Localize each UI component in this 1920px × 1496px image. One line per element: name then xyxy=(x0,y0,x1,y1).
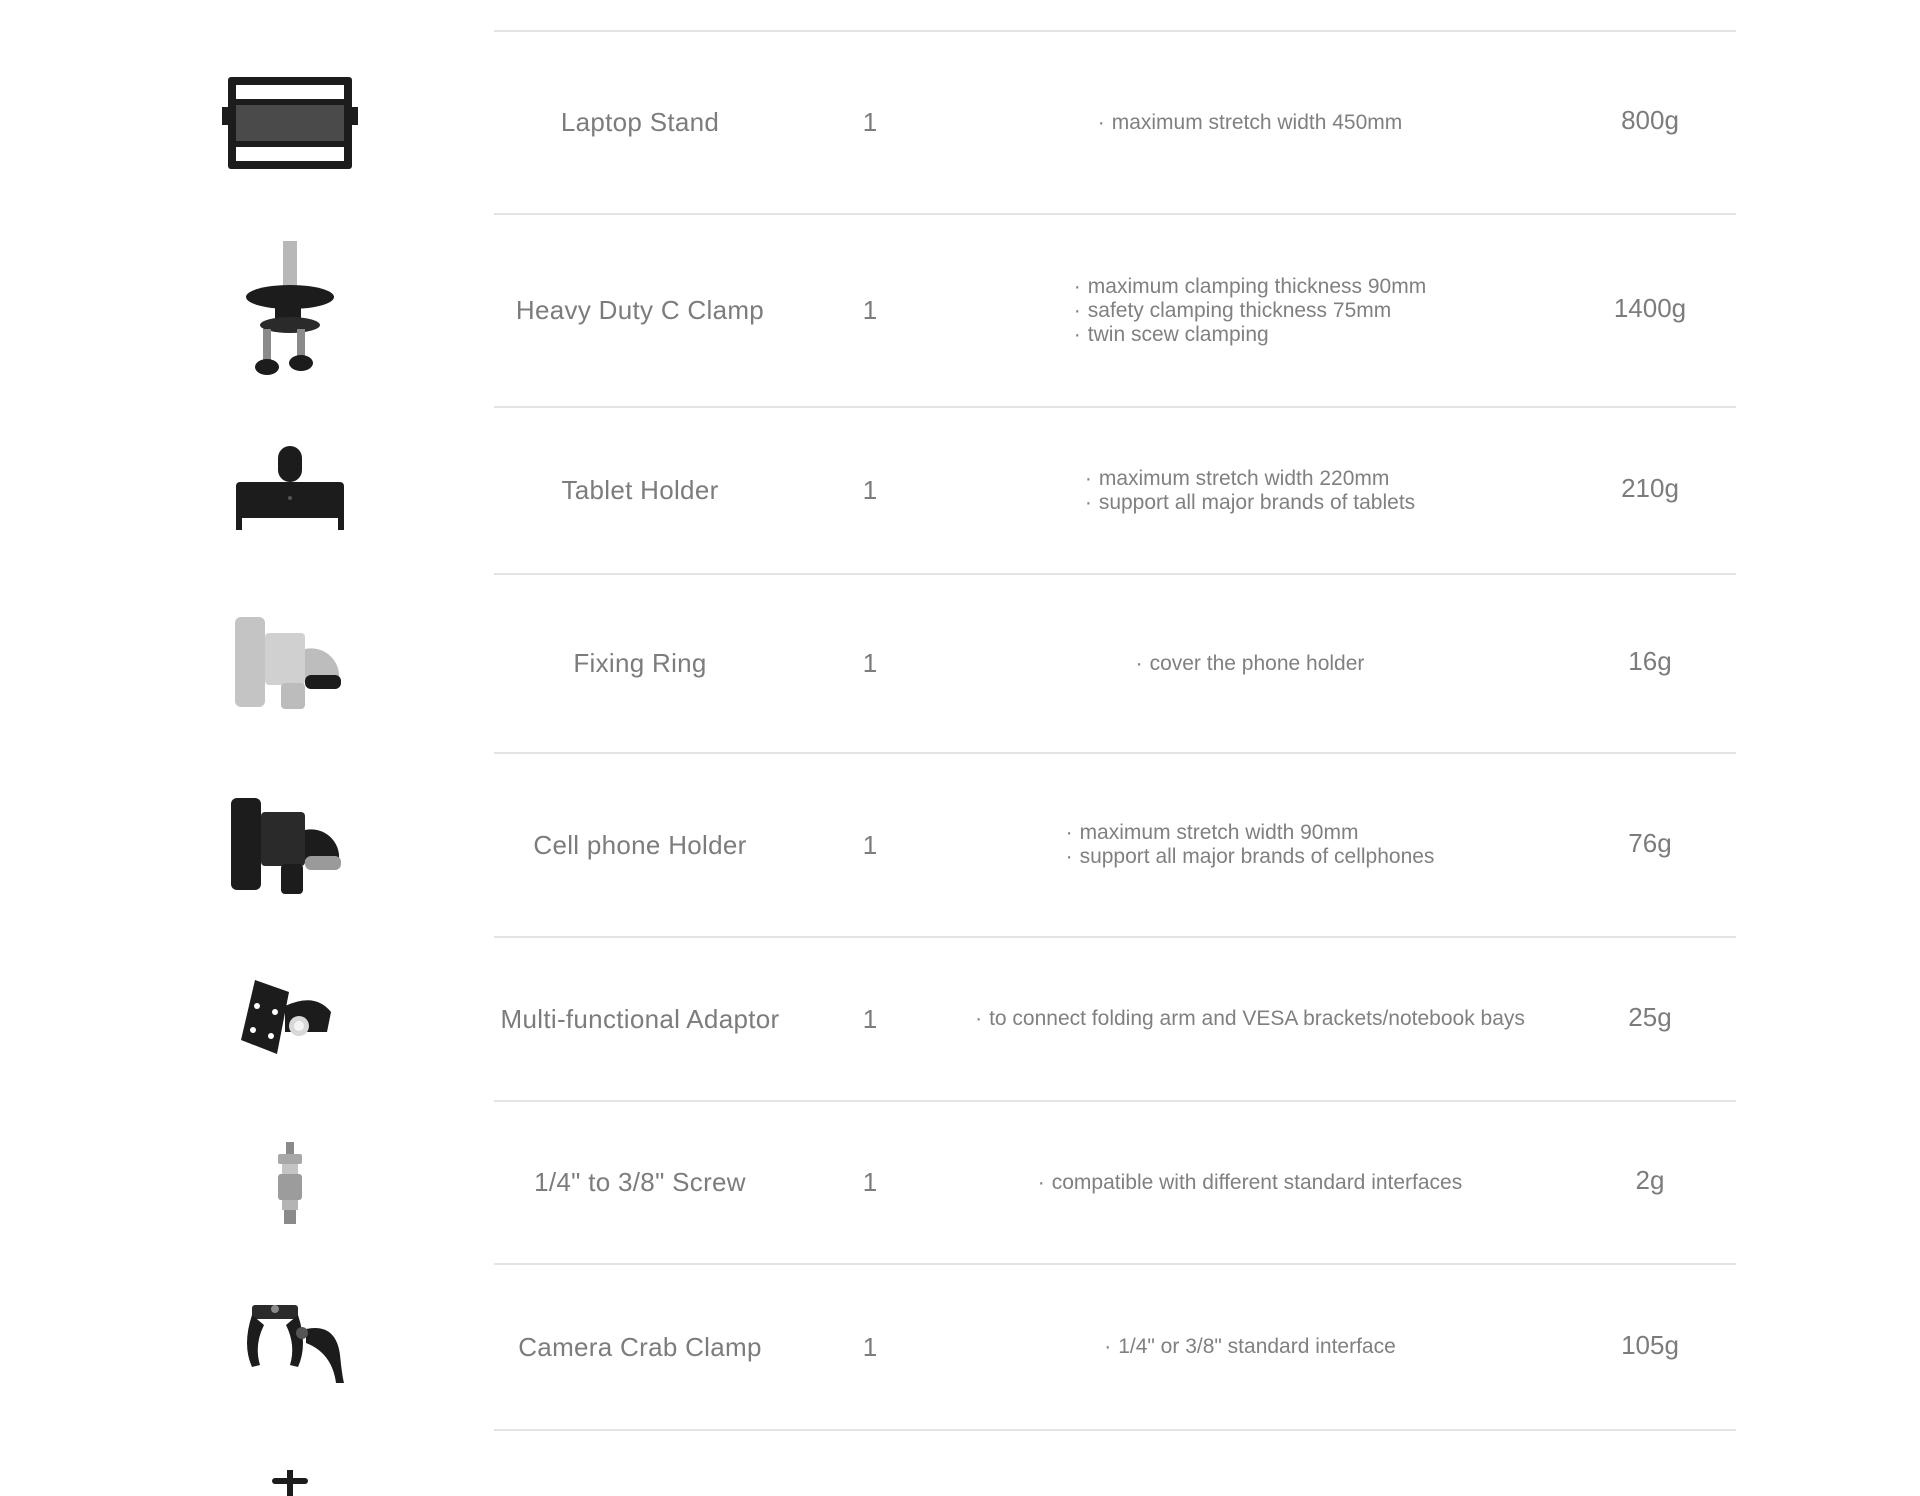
spec-line: · cover the phone holder xyxy=(1136,652,1365,676)
product-quantity: 1 xyxy=(862,1003,878,1034)
table-row xyxy=(0,754,1920,936)
product-name: 1/4" to 3/8" Screw xyxy=(534,1167,746,1197)
product-specs xyxy=(940,1102,1560,1263)
product-name: Tablet Holder xyxy=(561,475,719,505)
spec-line: · maximum stretch width 450mm xyxy=(1098,111,1403,135)
adaptor-icon xyxy=(200,976,380,1066)
crab-clamp-icon xyxy=(200,1301,380,1391)
product-name: Laptop Stand xyxy=(560,107,720,137)
spec-line: · twin scew clamping xyxy=(1074,323,1426,347)
table-row xyxy=(0,1102,1920,1263)
table-row xyxy=(0,215,1920,406)
product-weight: 210g xyxy=(1621,473,1679,503)
product-specs xyxy=(940,575,1560,752)
table-row xyxy=(0,575,1920,752)
product-name: Fixing Ring xyxy=(573,648,707,678)
spec-line: · to connect folding arm and VESA brackets/notebook bays xyxy=(975,1007,1525,1031)
product-weight: 1400g xyxy=(1613,293,1687,323)
spec-line: · support all major brands of cellphones xyxy=(1066,845,1435,869)
table-row xyxy=(0,938,1920,1100)
product-name: Cell phone Holder xyxy=(533,829,747,860)
table-row xyxy=(0,408,1920,573)
laptop-stand-icon xyxy=(200,66,380,176)
product-weight: 16g xyxy=(1628,646,1672,676)
product-specs xyxy=(940,754,1560,936)
product-name: Multi-functional Adaptor xyxy=(500,1003,780,1034)
product-weight: 76g xyxy=(1628,827,1672,858)
product-specs xyxy=(940,408,1560,573)
phone-holder-icon xyxy=(200,794,380,898)
product-specs xyxy=(940,32,1560,213)
row-divider xyxy=(494,1429,1736,1431)
product-quantity: 1 xyxy=(862,1331,878,1362)
product-specs xyxy=(940,215,1560,406)
product-name: Heavy Duty C Clamp xyxy=(515,295,765,325)
fixing-ring-icon xyxy=(200,613,380,713)
spec-line: · 1/4" or 3/8" standard interface xyxy=(1104,1335,1396,1359)
product-weight: 25g xyxy=(1628,1001,1672,1032)
product-specs xyxy=(940,938,1560,1100)
product-quantity: 1 xyxy=(862,475,878,505)
product-quantity: 1 xyxy=(862,829,878,860)
spec-line: · safety clamping thickness 75mm xyxy=(1074,299,1426,323)
product-name: Camera Crab Clamp xyxy=(518,1331,762,1362)
product-quantity: 1 xyxy=(862,648,878,678)
table-row xyxy=(0,1265,1920,1429)
screw-icon xyxy=(200,1138,380,1228)
product-quantity: 1 xyxy=(862,1167,878,1197)
spec-line: · support all major brands of tablets xyxy=(1085,491,1415,515)
product-quantity: 1 xyxy=(862,295,878,325)
product-specs xyxy=(940,1265,1560,1429)
tablet-holder-icon xyxy=(200,444,380,534)
product-weight: 800g xyxy=(1621,105,1679,135)
spec-line: · maximum stretch width 220mm xyxy=(1085,467,1415,491)
c-clamp-icon xyxy=(200,239,380,389)
spec-line: · maximum clamping thickness 90mm xyxy=(1074,275,1426,299)
product-quantity: 1 xyxy=(862,107,878,137)
stand-pole-icon xyxy=(270,1470,310,1496)
spec-line: · maximum stretch width 90mm xyxy=(1066,821,1435,845)
product-weight: 2g xyxy=(1635,1165,1665,1195)
table-row xyxy=(0,32,1920,213)
product-weight: 105g xyxy=(1621,1329,1679,1360)
spec-line: · compatible with different standard interfaces xyxy=(1038,1171,1463,1195)
